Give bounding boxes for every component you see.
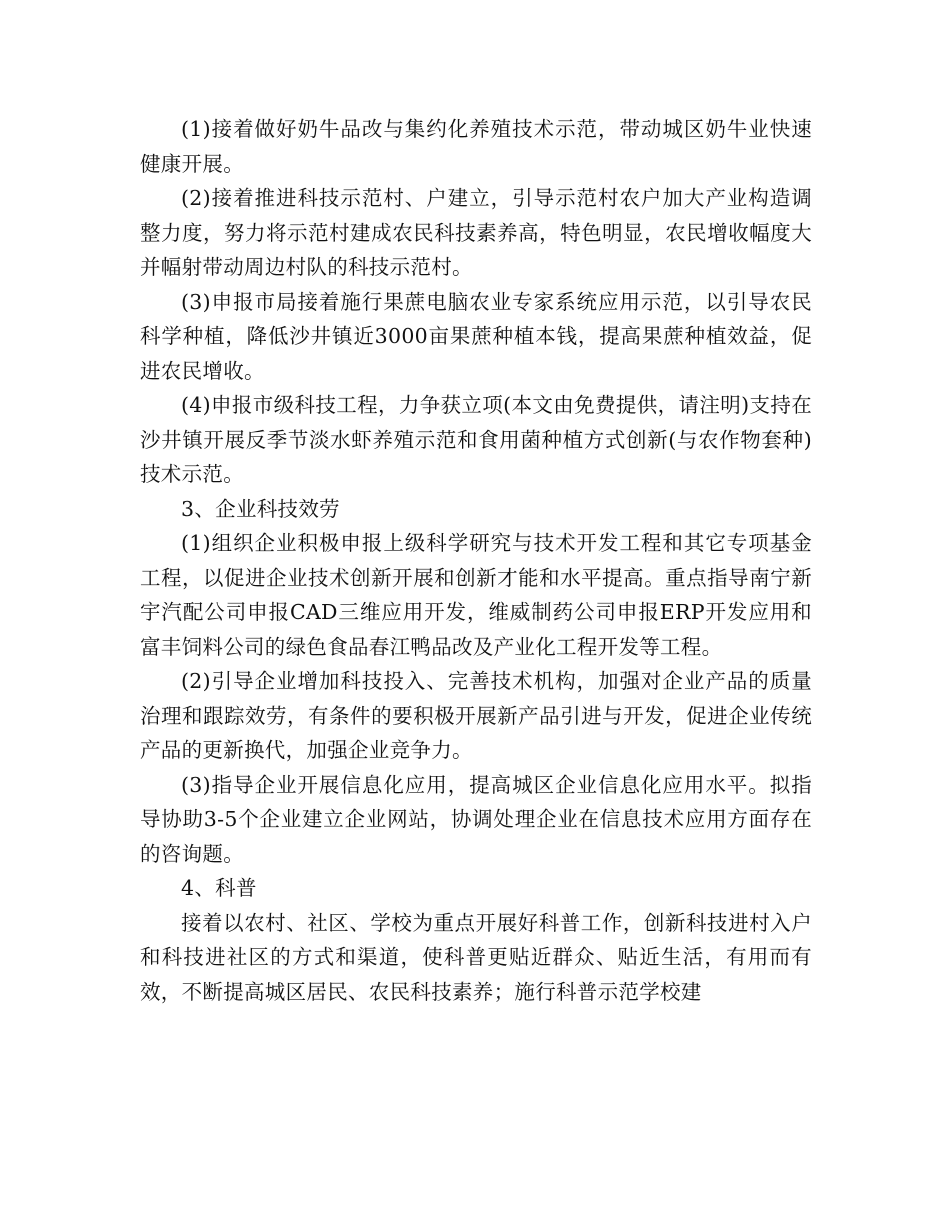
paragraph-enterprise-investment: (2)引导企业增加科技投入、完善技术机构，加强对企业产品的质量治理和跟踪效劳，有条件的要积极开展新产品引进与开发，促进企业传统产品的更新换代，加强企业竞争力。 [140, 669, 812, 762]
paragraph-dairy-demo: (1)接着做好奶牛品改与集约化养殖技术示范，带动城区奶牛业快速健康开展。 [140, 117, 812, 176]
paragraph-city-project: (4)申报市级科技工程，力争获立项(本文由免费提供，请注明)支持在沙井镇开展反季节淡水虾养殖示范和食用菌种植方式创新(与农作物套种)技术示范。 [140, 393, 812, 486]
paragraph-enterprise-application: (1)组织企业积极申报上级科学研究与技术开发工程和其它专项基金工程，以促进企业技术创新开展和创新才能和水平提高。重点指导南宁新宇汽配公司申报CAD三维应用开发，维威制药公司申报ERP开发应用和富丰饲料公司的绿色食品春江鸭品改及产业化工程开发等工程。 [140, 531, 812, 659]
section-heading-enterprise-service: 3、企业科技效劳 [181, 496, 340, 521]
paragraph-science-popularization: 接着以农村、社区、学校为重点开展好科普工作，创新科技进村入户和科技进社区的方式和渠道，使科普更贴近群众、贴近生活，有用而有效，不断提高城区居民、农民科技素养；施行科普示范学校建 [140, 910, 812, 1004]
document-page [140, 112, 812, 1009]
section-heading-science-popularization: 4、科普 [181, 876, 257, 900]
paragraph-demo-village: (2)接着推进科技示范村、户建立，引导示范村农户加大产业构造调整力度，努力将示范村建成农民科技素养高，特色明显，农民增收幅度大并幅射带动周边村队的科技示范村。 [140, 186, 812, 279]
paragraph-sugarcane-system: (3)申报市局接着施行果蔗电脑农业专家系统应用示范，以引导农民科学种植，降低沙井镇近3000亩果蔗种植本钱，提高果蔗种植效益，促进农民增收。 [140, 289, 812, 383]
paragraph-enterprise-informatization: (3)指导企业开展信息化应用，提高城区企业信息化应用水平。拟指导协助3-5个企业建立企业网站，协调处理企业在信息技术应用方面存在的咨询题。 [140, 772, 812, 866]
